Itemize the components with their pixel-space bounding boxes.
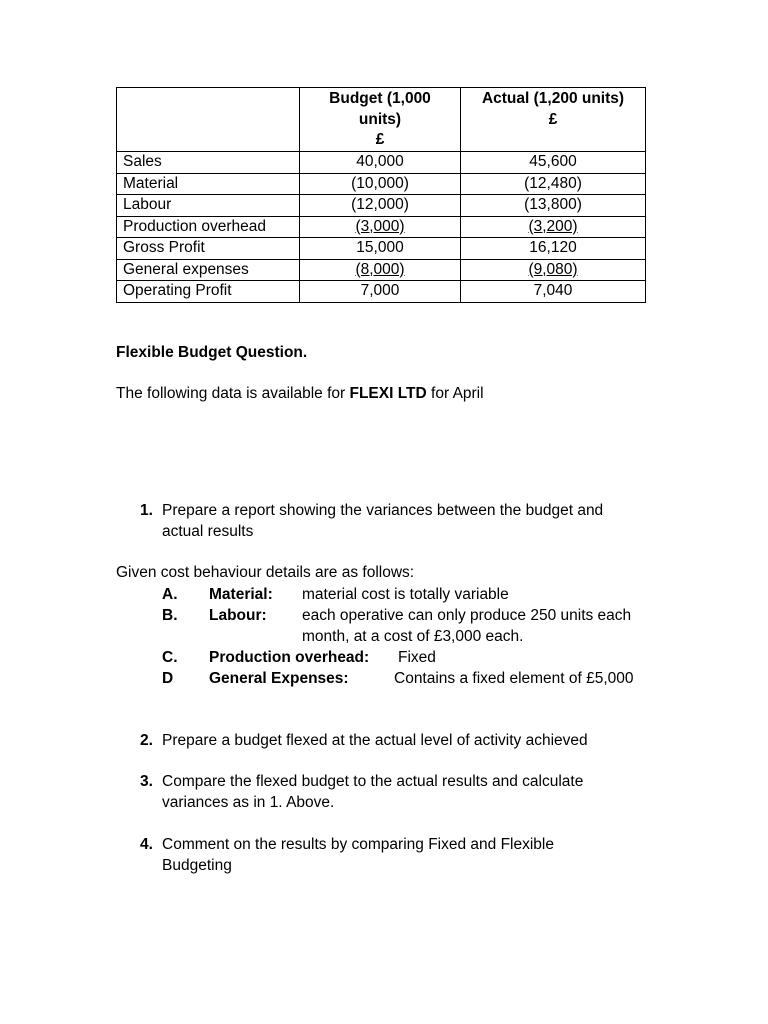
question-number: 4. bbox=[140, 836, 153, 853]
behaviour-value: Contains a fixed element of £5,000 bbox=[394, 670, 634, 687]
question-item bbox=[140, 771, 640, 813]
row-budget-value: 40,000 bbox=[300, 152, 461, 174]
table-row bbox=[117, 152, 646, 174]
behaviour-letter: C. bbox=[162, 649, 178, 666]
header-budget-currency: £ bbox=[375, 131, 385, 148]
question-title: Flexible Budget Question. bbox=[116, 344, 308, 361]
row-budget-value: 15,000 bbox=[300, 238, 461, 260]
question-item bbox=[140, 834, 640, 876]
behaviour-key: Labour: bbox=[209, 607, 267, 624]
table-header-row bbox=[117, 88, 646, 152]
row-actual-value: 16,120 bbox=[461, 238, 646, 260]
row-label: General expenses bbox=[117, 259, 300, 281]
table-row bbox=[117, 216, 646, 238]
question-number: 1. bbox=[140, 502, 153, 519]
underlined-value: (3,200) bbox=[528, 217, 578, 235]
behaviour-letter: B. bbox=[162, 607, 178, 624]
row-actual-value: (12,480) bbox=[461, 173, 646, 195]
header-actual bbox=[461, 88, 646, 152]
underlined-value: (8,000) bbox=[355, 260, 405, 278]
row-actual-value: (13,800) bbox=[461, 195, 646, 217]
underlined-value: (3,000) bbox=[355, 217, 405, 235]
row-label: Gross Profit bbox=[117, 238, 300, 260]
row-label: Sales bbox=[117, 152, 300, 174]
row-actual-value: 7,040 bbox=[461, 281, 646, 303]
behaviour-key: Production overhead: bbox=[209, 649, 370, 666]
question-text: Prepare a budget flexed at the actual level of activity achieved bbox=[162, 732, 588, 749]
question-text: Prepare a report showing the variances between the budget and actual results bbox=[162, 502, 604, 540]
question-item bbox=[140, 500, 640, 542]
intro-after: for April bbox=[426, 385, 484, 402]
header-budget-line-1: Budget (1,000 bbox=[329, 90, 431, 107]
question-number: 2. bbox=[140, 732, 153, 749]
underlined-value: (9,080) bbox=[528, 260, 578, 278]
row-label: Operating Profit bbox=[117, 281, 300, 303]
row-budget-value: 7,000 bbox=[300, 281, 461, 303]
budget-table bbox=[116, 87, 646, 303]
header-budget-line-2: units) bbox=[358, 110, 402, 128]
table-row bbox=[117, 173, 646, 195]
row-budget-value: (10,000) bbox=[300, 173, 461, 195]
header-budget bbox=[300, 88, 461, 152]
given-intro: Given cost behaviour details are as follows: bbox=[116, 564, 415, 581]
intro-paragraph bbox=[116, 385, 484, 403]
row-label: Material bbox=[117, 173, 300, 195]
behaviour-value: Fixed bbox=[398, 649, 436, 666]
row-label: Production overhead bbox=[117, 216, 300, 238]
table-row bbox=[117, 195, 646, 217]
question-item bbox=[140, 730, 640, 751]
question-number: 3. bbox=[140, 773, 153, 790]
table-row bbox=[117, 238, 646, 260]
behaviour-letter: D bbox=[162, 670, 174, 687]
behaviour-letter: A. bbox=[162, 586, 178, 603]
intro-before: The following data is available for bbox=[116, 385, 350, 402]
row-actual-value bbox=[461, 216, 646, 238]
header-empty-cell bbox=[117, 88, 300, 152]
behaviour-key: General Expenses: bbox=[209, 670, 349, 687]
table-row bbox=[117, 281, 646, 303]
row-budget-value bbox=[300, 216, 461, 238]
behaviour-key: Material: bbox=[209, 586, 273, 603]
question-text: Comment on the results by comparing Fixed and Flexible Budgeting bbox=[162, 836, 554, 874]
behaviour-value: each operative can only produce 250 units each month, at a cost of £3,000 each. bbox=[302, 607, 632, 645]
question-text: Compare the flexed budget to the actual results and calculate variances as in 1. Above. bbox=[162, 773, 584, 811]
header-actual-currency: £ bbox=[548, 110, 558, 128]
row-label: Labour bbox=[117, 195, 300, 217]
header-actual-line-1: Actual (1,200 units) bbox=[481, 90, 625, 107]
behaviour-value: material cost is totally variable bbox=[302, 586, 509, 603]
row-budget-value: (12,000) bbox=[300, 195, 461, 217]
table-row bbox=[117, 259, 646, 281]
company-name: FLEXI LTD bbox=[349, 385, 427, 402]
row-budget-value bbox=[300, 259, 461, 281]
row-actual-value: 45,600 bbox=[461, 152, 646, 174]
row-actual-value bbox=[461, 259, 646, 281]
